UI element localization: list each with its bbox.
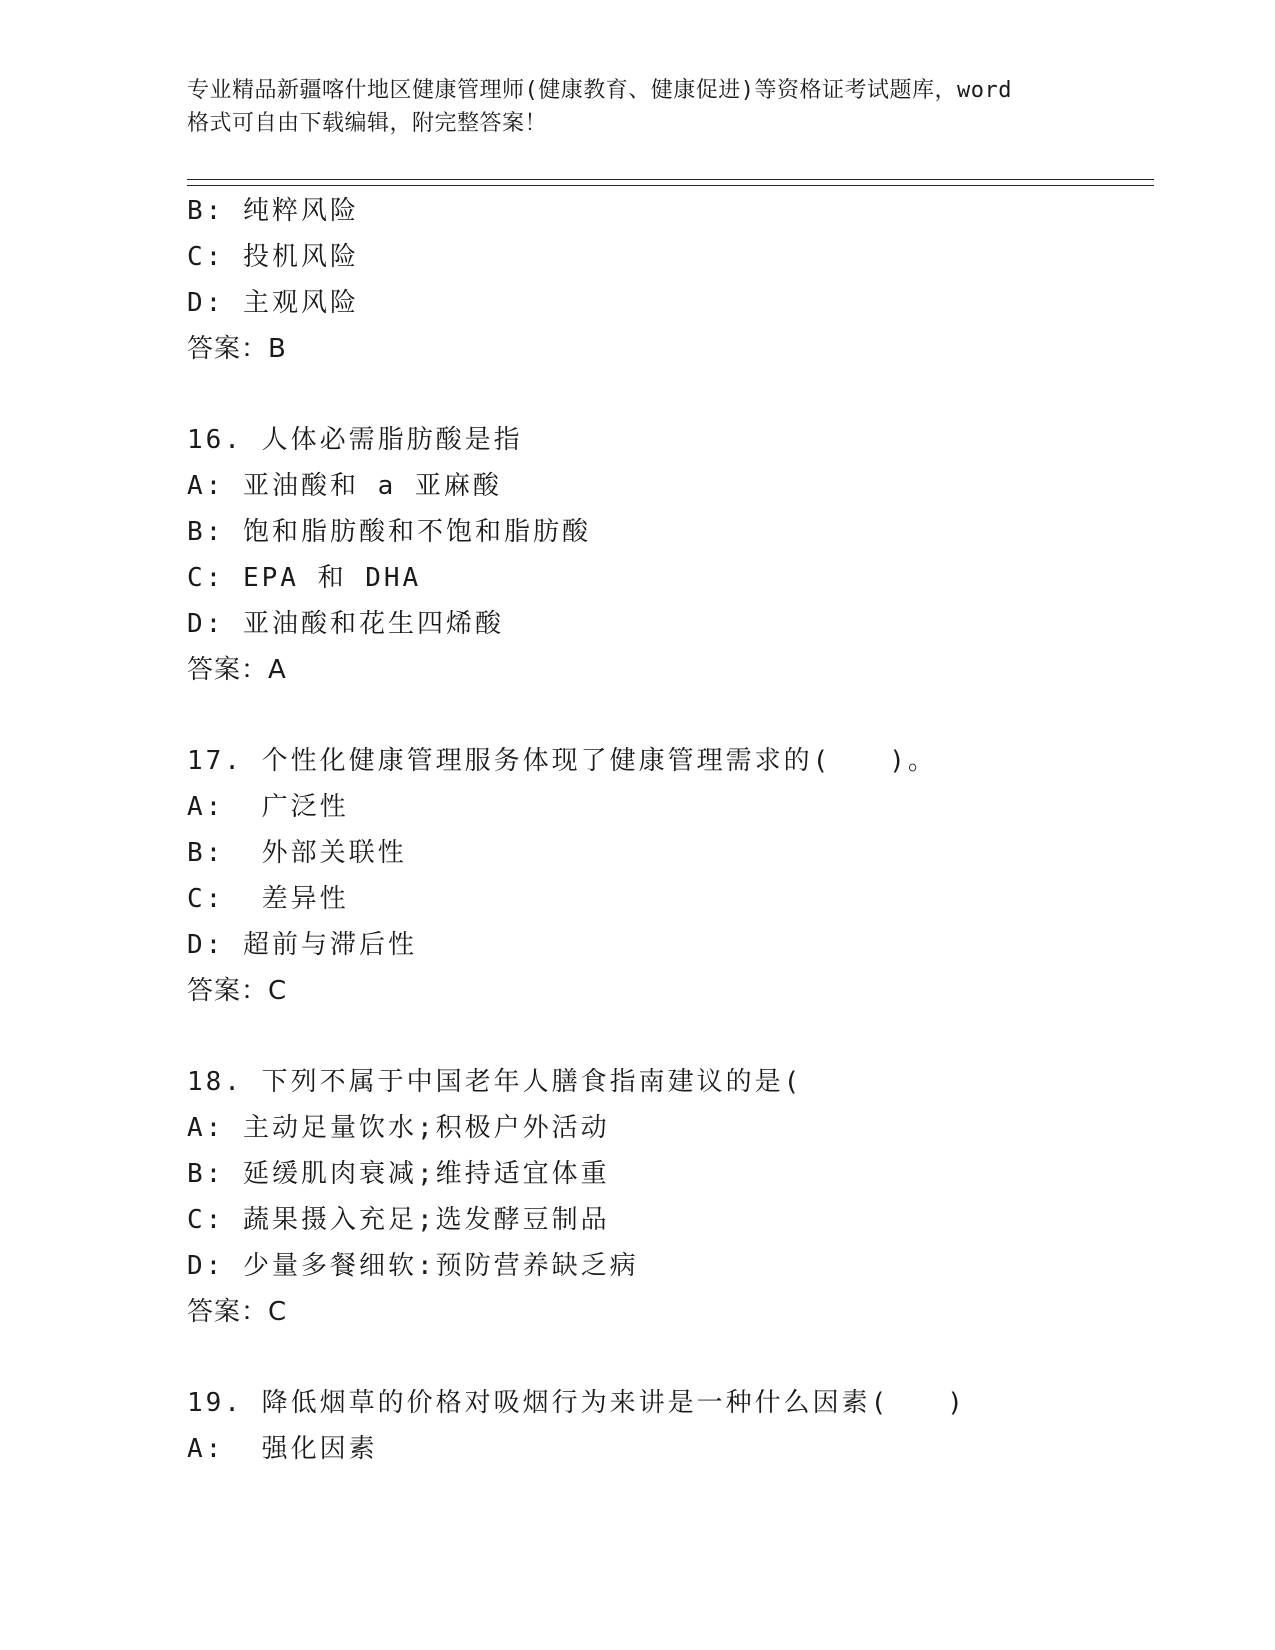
option-c: C: 差异性	[187, 884, 349, 914]
option-b: B: 延缓肌肉衰减;维持适宜体重	[187, 1159, 610, 1189]
question-text: 17. 个性化健康管理服务体现了健康管理需求的( )。	[187, 746, 937, 776]
header-line-2: 格式可自由下载编辑，附完整答案！	[187, 111, 548, 136]
answer: 答案：C	[187, 976, 288, 1006]
header-divider	[187, 179, 1154, 186]
option-c: C: 蔬果摄入充足;选发酵豆制品	[187, 1205, 610, 1235]
option-a: A: 广泛性	[187, 792, 349, 822]
spacer	[187, 372, 1154, 417]
question-text: 19. 降低烟草的价格对吸烟行为来讲是一种什么因素( )	[187, 1388, 966, 1418]
spacer	[187, 1014, 1154, 1059]
question-list	[187, 188, 1154, 1472]
question-block-15	[187, 188, 1154, 372]
option-d: D: 超前与滞后性	[187, 930, 417, 960]
spacer	[187, 1335, 1154, 1380]
option-b: B: 纯粹风险	[187, 196, 359, 226]
option-a: A: 亚油酸和 a 亚麻酸	[187, 471, 502, 501]
answer: 答案：B	[187, 334, 287, 364]
question-text: 18. 下列不属于中国老年人膳食指南建议的是(	[187, 1067, 803, 1097]
option-c: C: 投机风险	[187, 242, 359, 272]
question-block-18	[187, 1059, 1154, 1335]
question-block-17	[187, 738, 1154, 1014]
header-line-1: 专业精品新疆喀什地区健康管理师(健康教育、健康促进)等资格证考试题库，word	[187, 78, 1012, 103]
page-header	[187, 74, 1087, 140]
question-block-16	[187, 417, 1154, 693]
option-d: D: 主观风险	[187, 288, 359, 318]
option-b: B: 外部关联性	[187, 838, 407, 868]
option-b: B: 饱和脂肪酸和不饱和脂肪酸	[187, 517, 591, 547]
question-block-19	[187, 1380, 1154, 1472]
answer: 答案：A	[187, 655, 287, 685]
question-text: 16. 人体必需脂肪酸是指	[187, 425, 523, 455]
option-c: C: EPA 和 DHA	[187, 563, 422, 593]
option-a: A: 强化因素	[187, 1434, 378, 1464]
option-d: D: 亚油酸和花生四烯酸	[187, 609, 504, 639]
option-d: D: 少量多餐细软:预防营养缺乏病	[187, 1251, 639, 1281]
spacer	[187, 693, 1154, 738]
option-a: A: 主动足量饮水;积极户外活动	[187, 1113, 610, 1143]
answer: 答案：C	[187, 1297, 288, 1327]
